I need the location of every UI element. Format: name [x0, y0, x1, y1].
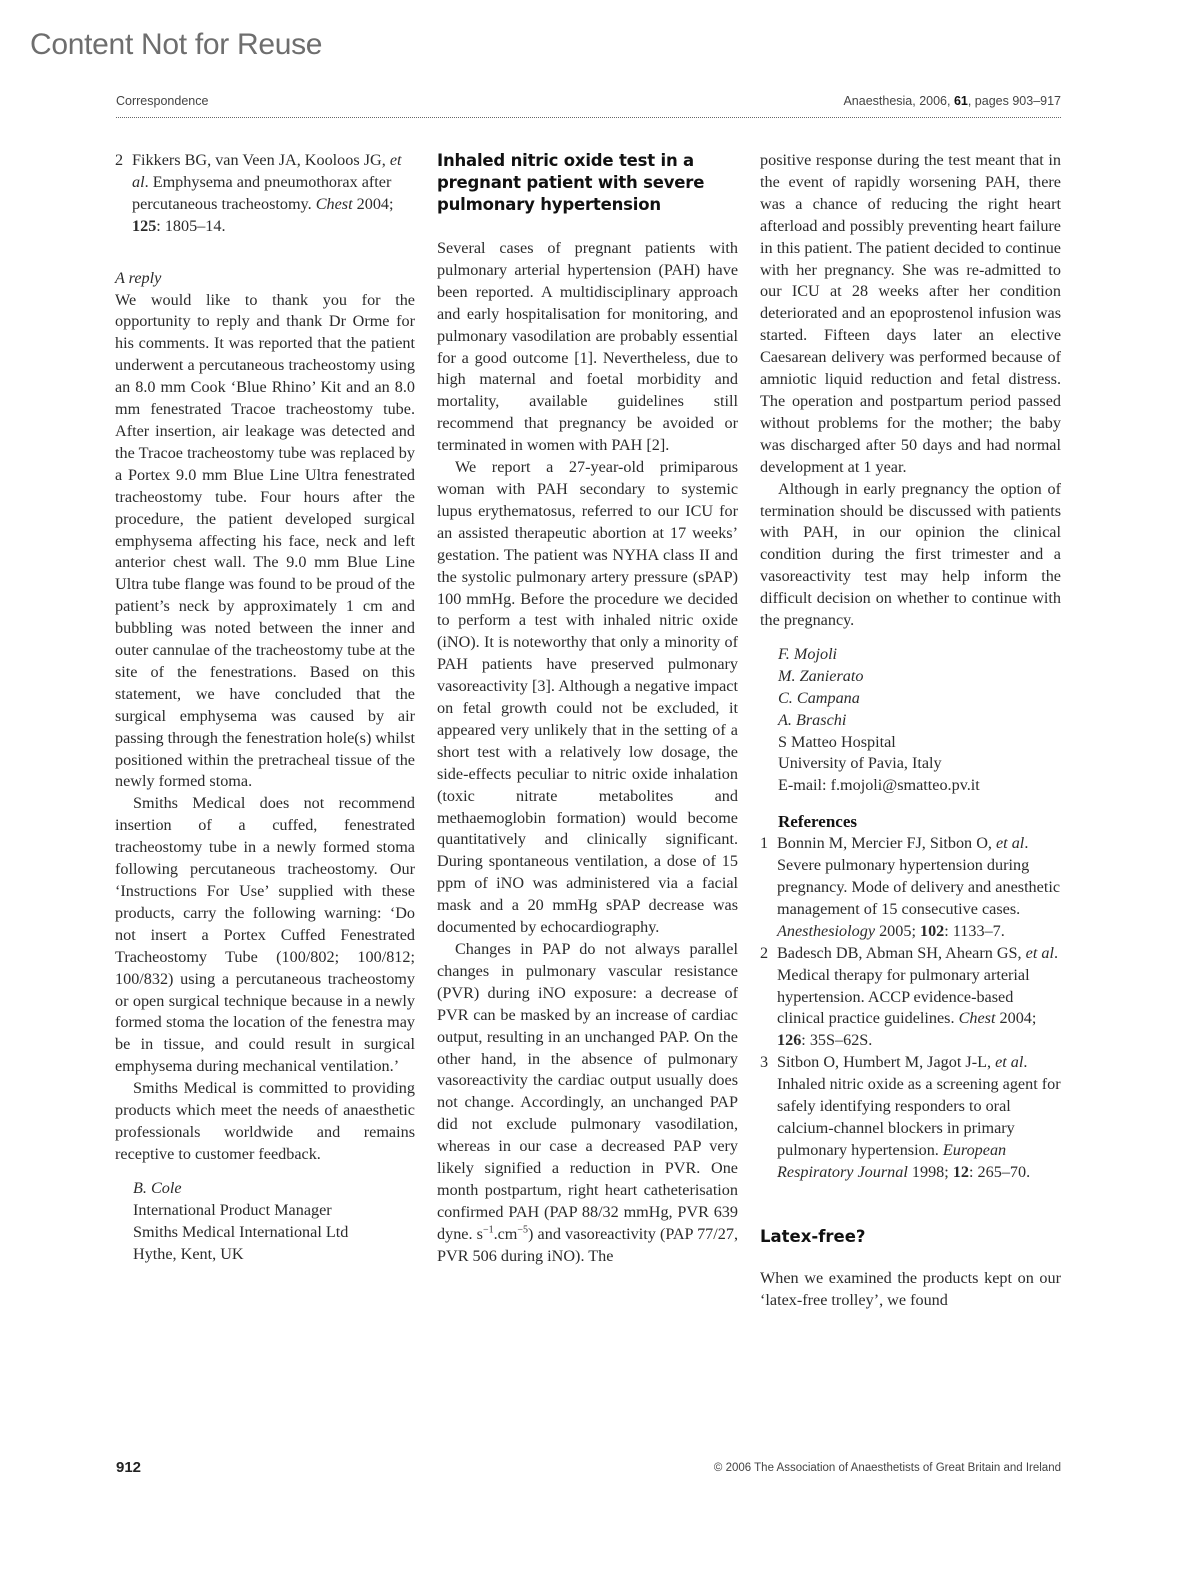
reference-volume: 12 — [952, 1162, 969, 1181]
paragraph: Smiths Medical does not recommend insertion of a cuffed, fenestrated tracheostomy tube in a newly formed stoma following percutaneous tracheostomy. Our ‘Instructions For Use’ supplied with these products, carry the following warning: ‘Do not insert a Portex Cuffed Fenestrated Tracheostomy Tube (100/802; 100/812; 100/832) using a percutaneous tracheostomy or open surgical technique because in a newly formed stoma the location of the fenestra may be in tissue, and could result in surgical emphysema during mechanical ventilation.’ — [115, 794, 415, 1076]
paragraph-text: Changes in PAP do not always parallel changes in pulmonary vascular resistance (PVR) during iNO exposure: a decrease of PVR can be masked by an increase of cardiac output, resulting in an unchanged PAP. On the other hand, in the absence of pulmonary vasoreactivity the cardiac output usually does not change. Accordingly, an unchanged PAP did not exclude pulmonary vasodilation, whereas in our case a decreased PAP very likely signified a reduction in PVR. One month postpartum, right heart catheterisation confirmed PAH (PAP 88/32 mmHg, PVR 639 dyne. s — [437, 940, 738, 1243]
reference-text — [132, 150, 415, 238]
author-affiliation: Smiths Medical International Ltd — [133, 1222, 349, 1241]
paragraph-text: ) and vasoreactivity (PAP 77/27, PVR 506 during iNO). The — [437, 1224, 738, 1265]
author-affiliation: S Matteo Hospital — [778, 732, 896, 751]
author-name: B. Cole — [133, 1178, 182, 1197]
paragraph: We report a 27-year-old primiparous woman with PAH secondary to systemic lupus erythematosus, referred to our ICU for an assisted therapeutic abortion at 17 weeks’ gestation. The patient was NYHA class II and the systolic pulmonary artery pressure (sPAP) 100 mmHg. Before the procedure we decided to perform a test with inhaled nitric oxide (iNO). It is noteworthy that only a minority of PAH patients have preserved pulmonary vasoreactivity [3]. Although a negative impact on fetal growth could not be excluded, it appeared very unlikely that in the setting of a short test with a relatively low dosage, the side-effects peculiar to nitric oxide inhalation (toxic nitrate metabolites and methaemoglobin formation) would become quantitatively and clinically significant. During spontaneous ventilation, a dose of 15 ppm of iNO was administered via a facial mask and a 20 mmHg sPAP decrease was documented by echocardiography. — [437, 458, 738, 937]
reference-volume: 126 — [777, 1031, 802, 1050]
journal-name-year: Anaesthesia, 2006, — [843, 94, 954, 108]
reference-etal: et al — [132, 151, 402, 191]
reference-item — [760, 833, 1061, 943]
column-1 — [115, 150, 415, 1265]
author-affiliation: University of Pavia, Italy — [778, 754, 942, 773]
paragraph: When we examined the products kept on our ‘latex-free trolley’, we found — [760, 1268, 1061, 1309]
section-label: Correspondence — [116, 94, 209, 108]
reference-journal: Anesthesiology — [777, 921, 876, 940]
reference-text — [777, 943, 1061, 1053]
superscript: −1 — [482, 1224, 494, 1236]
reference-item — [760, 1052, 1061, 1183]
reference-number: 2 — [760, 943, 769, 962]
header-divider — [116, 117, 1061, 118]
reference-etal: et al — [995, 834, 1025, 853]
journal-volume: 61 — [953, 94, 968, 108]
reference-title: . Medical therapy for pulmonary arterial hypertension. ACCP evidence-based clinical practice guidelines. — [777, 943, 1059, 1028]
reference-etal: et al — [1025, 943, 1054, 962]
reference-title: . Emphysema and pneumothorax after percutaneous tracheostomy. — [132, 172, 392, 213]
copyright-notice: © 2006 The Association of Anaesthetists of Great Britain and Ireland — [713, 1462, 1061, 1474]
author-name: F. Mojoli — [778, 644, 838, 663]
reference-pages: : 35S–62S. — [801, 1031, 873, 1050]
author-email: E-mail: f.mojoli@smatteo.pv.it — [778, 776, 980, 795]
references-list — [760, 833, 1061, 1184]
reference-number: 1 — [760, 834, 769, 853]
paragraph: positive response during the test meant that in the event of rapidly worsening PAH, there was a chance of reducing the right heart afterload and possibly preventing heart failure in this patient. The patient decided to continue with her pregnancy. She was re-admitted to our ICU at 28 weeks after her condition deteriorated and an epoprostenol infusion was started. Fifteen days later an elective Caesarean delivery was performed because of amniotic liquid reduction and fetal distress. The operation and postpartum period passed without problems for the mother; the baby was discharged after 50 days and had normal development at 1 year. — [760, 151, 1061, 476]
reference-authors: Fikkers BG, van Veen JA, Kooloos JG, — [132, 151, 386, 169]
reference-title: . Inhaled nitric oxide as a screening agent for safely identifying responders to oral calcium-channel blockers in primary pulmonary hypertension. — [777, 1053, 1061, 1159]
article-title: Latex-free? — [760, 1226, 866, 1246]
signature-block — [115, 1178, 415, 1266]
reference-title: . Severe pulmonary hypertension during pregnancy. Mode of delivery and anesthetic management of 15 consecutive cases. — [777, 834, 1061, 918]
reference-pages: : 265–70. — [969, 1162, 1031, 1181]
reference-pages: : 1805–14. — [156, 216, 226, 235]
reference-number: 3 — [760, 1053, 769, 1072]
paragraph: Although in early pregnancy the option of termination should be discussed with patients with PAH, in our opinion the clinical condition during the first trimester and a vasoreactivity test may help inform the difficult decision on whether to continue with the pregnancy. — [760, 479, 1061, 630]
page-number: 912 — [116, 1459, 142, 1476]
author-affiliation: International Product Manager — [133, 1200, 332, 1219]
reference-year: 2005; — [875, 921, 920, 940]
paragraph-text: .cm — [493, 1224, 518, 1243]
reference-journal: Chest — [315, 194, 353, 213]
paragraph: Several cases of pregnant patients with pulmonary arterial hypertension (PAH) have been reported. A multidisciplinary approach and early hospitalisation for monitoring, and pulmonary vasodilation are probably essential for a good outcome [1]. Nevertheless, due to high maternal and foetal morbidity and mortality, available guidelines still recommend that pregnancy be avoided or terminated in women with PAH [2]. — [437, 239, 738, 455]
superscript: −5 — [517, 1224, 529, 1236]
author-affiliation: Hythe, Kent, UK — [133, 1244, 244, 1263]
paragraph: Smiths Medical is committed to providing products which meet the needs of anaesthetic professionals worldwide and remains receptive to customer feedback. — [115, 1079, 415, 1163]
paragraph — [437, 939, 738, 1268]
reference-text — [777, 833, 1061, 943]
reference-year: 2004; — [352, 194, 394, 213]
reference-text — [777, 1052, 1061, 1183]
reference-etal: et al — [995, 1053, 1024, 1072]
author-name: C. Campana — [778, 688, 860, 707]
column-2 — [437, 150, 738, 1268]
reference-journal: European Respiratory Journal — [777, 1140, 1007, 1181]
reply-heading: A reply — [115, 268, 162, 287]
journal-citation — [843, 94, 1061, 108]
reference-volume: 102 — [919, 921, 945, 940]
reference-item — [115, 150, 415, 238]
reference-journal: Chest — [958, 1009, 996, 1028]
running-header — [116, 94, 1061, 108]
reference-authors: Bonnin M, Mercier FJ, Sitbon O, — [777, 834, 996, 853]
signature-block — [760, 644, 1061, 797]
reference-year: 1998; — [907, 1162, 953, 1181]
author-name: M. Zanierato — [778, 666, 864, 685]
references-heading: References — [778, 812, 857, 832]
column-3 — [760, 150, 1061, 1311]
reference-authors: Sitbon O, Humbert M, Jagot J-L, — [777, 1053, 996, 1072]
reference-authors: Badesch DB, Abman SH, Ahearn GS, — [777, 943, 1026, 962]
reference-pages: : 1133–7. — [944, 921, 1005, 940]
reference-year: 2004; — [995, 1009, 1037, 1028]
paragraph: We would like to thank you for the opportunity to reply and thank Dr Orme for his comments. It was reported that the patient underwent a percutaneous tracheostomy using an 8.0 mm Cook ‘Blue Rhino’ Kit and an 8.0 mm fenestrated Tracoe tracheostomy tube. After insertion, air leakage was detected and the Tracoe tracheostomy tube was replaced by a Portex 9.0 mm Blue Line Ultra fenestrated tracheostomy tube. Four hours after the procedure, the patient developed surgical emphysema affecting his face, neck and left anterior chest wall. The 9.0 mm Blue Line Ultra tube flange was found to be proud of the patient’s neck by approximately 1 cm and bubbling was noted between the inner and outer cannulae of the tracheostomy tube at the site of the fenestrations. Based on this statement, we have concluded that the surgical emphysema was caused by air passing through the fenestration hole(s) whilst positioned within the pretracheal tissue of the newly formed stoma. — [115, 290, 415, 791]
reference-volume: 125 — [132, 216, 157, 235]
journal-pages: , pages 903–917 — [967, 94, 1061, 108]
article-title: Inhaled nitric oxide test in a pregnant patient with severe pulmonary hypertension — [437, 151, 705, 214]
watermark: Content Not for Reuse — [30, 28, 323, 61]
author-name: A. Braschi — [778, 710, 847, 729]
reference-item — [760, 943, 1061, 1053]
reference-number: 2 — [115, 151, 124, 169]
